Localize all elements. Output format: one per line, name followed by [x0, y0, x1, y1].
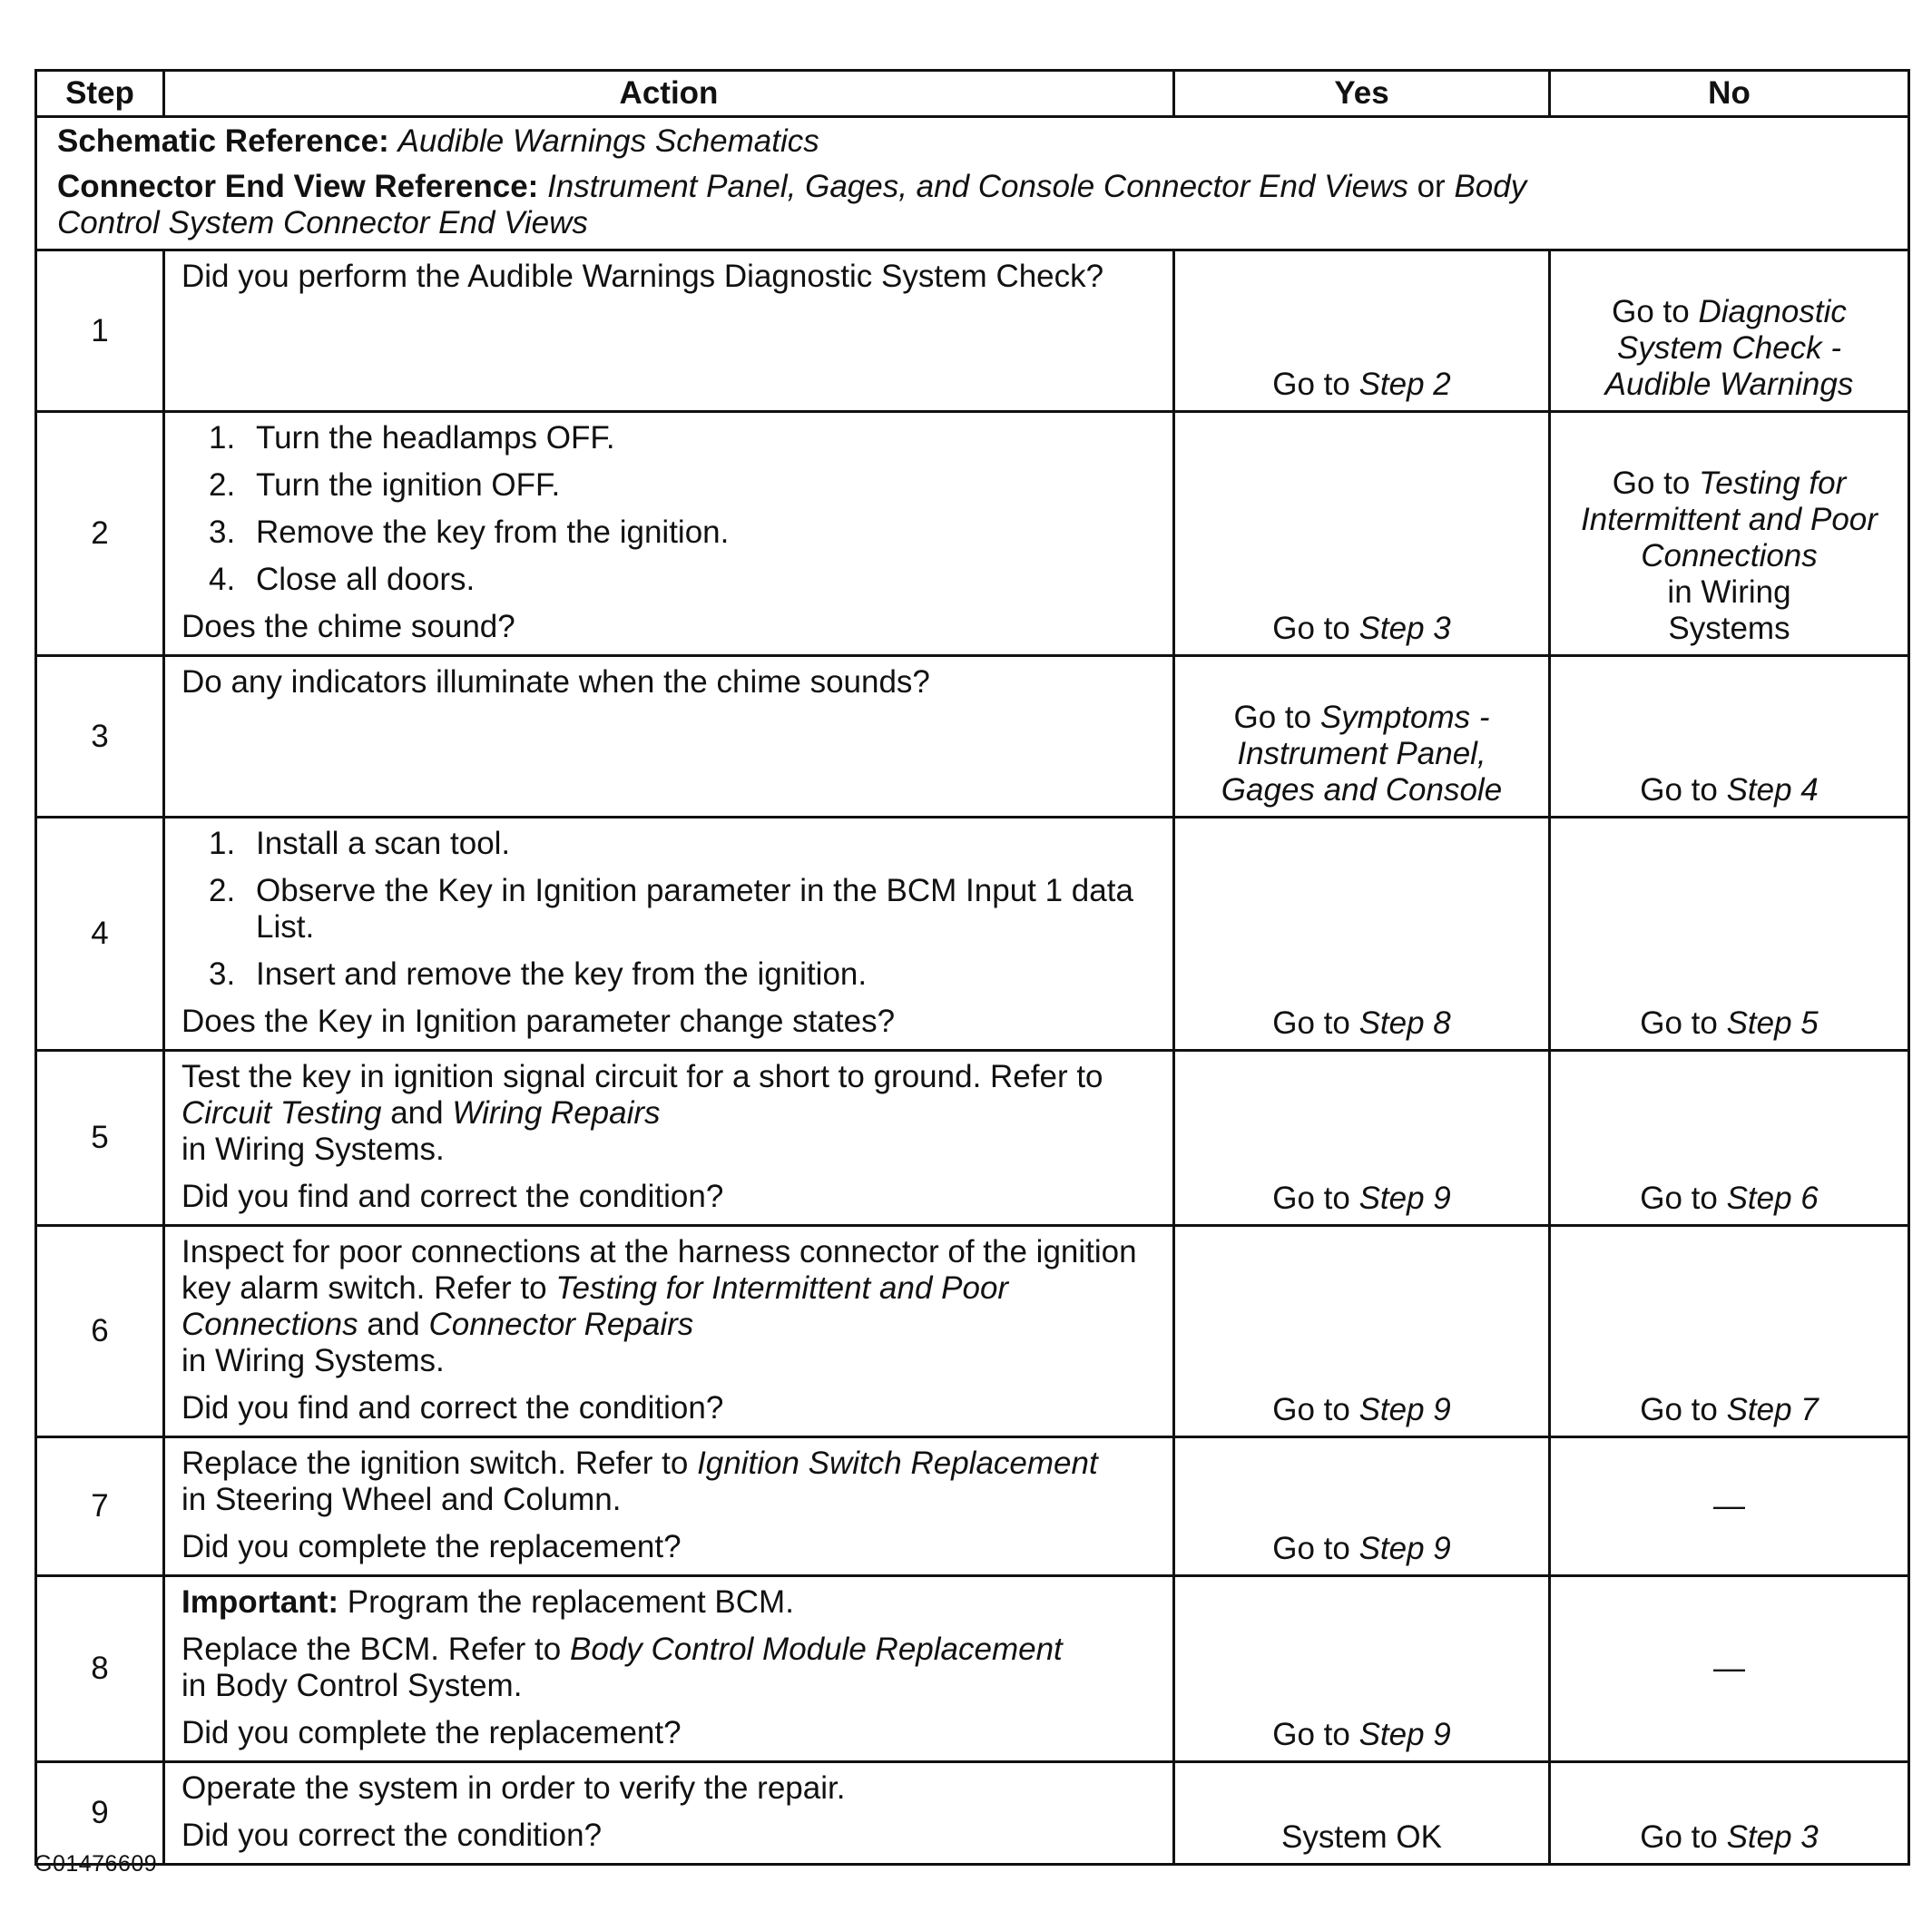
substep-item: [181, 562, 1156, 598]
important-note: [181, 1584, 1156, 1621]
step-action: [164, 1762, 1174, 1865]
substep-text: Observe the Key in Ignition parameter in the BCM Input 1 data List.: [256, 873, 1133, 945]
substep-text: Insert and remove the key from the ignition.: [256, 956, 868, 992]
step-yes: [1174, 412, 1550, 656]
substep-item: [181, 420, 1156, 456]
substep-number: 2.: [209, 873, 236, 908]
step-yes: [1174, 818, 1550, 1051]
step-number: 9: [36, 1762, 164, 1865]
step-action: [164, 250, 1174, 412]
yes-prefix: Go to: [1272, 1392, 1350, 1427]
step-yes: [1174, 656, 1550, 818]
no-link[interactable]: Audible Warnings: [1604, 367, 1854, 402]
substep-item: [181, 956, 1156, 993]
step-row-7: [36, 1437, 1909, 1576]
substep-text: Install a scan tool.: [256, 826, 511, 861]
connector-reference-link-1[interactable]: Instrument Panel, Gages, and Console Connector End Views: [547, 169, 1408, 204]
yes-link[interactable]: Step 9: [1358, 1531, 1451, 1566]
no-prefix: Go to: [1640, 772, 1718, 808]
schematic-reference: [57, 123, 1888, 160]
substep-number: 1.: [209, 826, 236, 861]
step-action: [164, 1576, 1174, 1762]
substep-number: 1.: [209, 420, 236, 456]
instruction-text: in Steering Wheel and Column.: [181, 1482, 622, 1517]
step-number: 2: [36, 412, 164, 656]
step-row-1: [36, 250, 1909, 412]
yes-link[interactable]: Step 9: [1358, 1392, 1451, 1427]
no-prefix: Go to: [1640, 1181, 1718, 1216]
substep-list: [181, 420, 1156, 598]
yes-prefix: Go to: [1272, 1531, 1350, 1566]
substep-number: 4.: [209, 562, 236, 597]
step-row-4: [36, 818, 1909, 1051]
step-yes: [1174, 1226, 1550, 1437]
no-prefix: Go to: [1612, 466, 1691, 501]
step-instruction: [181, 1234, 1156, 1379]
no-link[interactable]: Testing for: [1699, 466, 1847, 501]
step-no: [1550, 818, 1909, 1051]
yes-link[interactable]: Step 9: [1358, 1717, 1451, 1752]
step-question: Did you complete the replacement?: [181, 1715, 682, 1750]
step-instruction: [181, 1632, 1156, 1704]
no-link[interactable]: Step 3: [1726, 1819, 1819, 1855]
no-link[interactable]: Step 7: [1726, 1392, 1819, 1427]
step-instruction: Operate the system in order to verify the repair.: [181, 1770, 846, 1806]
substep-number: 3.: [209, 956, 236, 992]
no-prefix: Go to: [1640, 1392, 1718, 1427]
step-row-8: [36, 1576, 1909, 1762]
instruction-text: Inspect for poor connections at the harness connector of the ignition key alarm switch. Refer to: [181, 1234, 1137, 1306]
diagnostic-table: [34, 69, 1910, 1866]
step-question: Do any indicators illuminate when the chime sounds?: [181, 664, 930, 700]
header-no: No: [1550, 71, 1909, 117]
yes-link[interactable]: Step 8: [1358, 1005, 1451, 1041]
reference-row: [36, 117, 1909, 250]
step-question: Does the Key in Ignition parameter change states?: [181, 1004, 896, 1039]
no-link[interactable]: Diagnostic: [1698, 294, 1847, 329]
yes-prefix: Go to: [1272, 1717, 1350, 1752]
substep-text: Turn the headlamps OFF.: [256, 420, 615, 456]
yes-link[interactable]: Step 2: [1358, 367, 1451, 402]
step-question: Did you find and correct the condition?: [181, 1179, 724, 1214]
yes-link[interactable]: Gages and Console: [1221, 772, 1503, 808]
substep-list: [181, 826, 1156, 993]
no-link[interactable]: Step 4: [1726, 772, 1819, 808]
instruction-text: Replace the ignition switch. Refer to: [181, 1446, 689, 1481]
step-question: Did you find and correct the condition?: [181, 1390, 724, 1426]
step-no: [1550, 250, 1909, 412]
connector-reference-link-2a[interactable]: Body: [1454, 169, 1527, 204]
step-action: [164, 818, 1174, 1051]
step-row-3: [36, 656, 1909, 818]
step-no: —: [1550, 1576, 1909, 1762]
step-row-6: [36, 1226, 1909, 1437]
substep-item: [181, 873, 1156, 946]
step-question: Does the chime sound?: [181, 609, 515, 644]
figure-id: G01476609: [34, 1851, 158, 1877]
yes-link[interactable]: Step 9: [1358, 1181, 1451, 1216]
step-yes: System OK: [1174, 1762, 1550, 1865]
instruction-link[interactable]: Ignition Switch Replacement: [697, 1446, 1098, 1481]
header-action: Action: [164, 71, 1174, 117]
yes-prefix: Go to: [1272, 1005, 1350, 1041]
step-action: [164, 1051, 1174, 1226]
substep-text: Remove the key from the ignition.: [256, 515, 730, 550]
important-label: Important:: [181, 1584, 339, 1620]
instruction-link[interactable]: Circuit Testing: [181, 1095, 382, 1131]
step-no: [1550, 412, 1909, 656]
instruction-link[interactable]: Body Control Module Replacement: [569, 1632, 1063, 1667]
no-link[interactable]: Step 5: [1726, 1005, 1819, 1041]
step-yes: [1174, 1051, 1550, 1226]
step-action: [164, 412, 1174, 656]
no-link[interactable]: System Check -: [1617, 330, 1841, 366]
substep-item: [181, 515, 1156, 551]
step-yes: [1174, 250, 1550, 412]
reference-cell: [36, 117, 1909, 250]
yes-prefix: Go to: [1233, 700, 1312, 735]
header-step: Step: [36, 71, 164, 117]
step-number: 8: [36, 1576, 164, 1762]
instruction-link[interactable]: Wiring Repairs: [452, 1095, 661, 1131]
step-number: 5: [36, 1051, 164, 1226]
step-no: [1550, 1762, 1909, 1865]
yes-prefix: Go to: [1272, 611, 1350, 646]
yes-prefix: Go to: [1272, 1181, 1350, 1216]
step-number: 7: [36, 1437, 164, 1576]
connector-reference-link-2b[interactable]: Control System Connector End Views: [57, 205, 588, 240]
schematic-reference-label: Schematic Reference:: [57, 123, 389, 159]
yes-link[interactable]: Symptoms -: [1319, 700, 1490, 735]
no-prefix: Go to: [1640, 1005, 1718, 1041]
substep-number: 2.: [209, 467, 236, 503]
step-number: 3: [36, 656, 164, 818]
instruction-text: Replace the BCM. Refer to: [181, 1632, 562, 1667]
no-tail: in Wiring: [1667, 574, 1791, 610]
step-question: Did you perform the Audible Warnings Diagnostic System Check?: [181, 259, 1104, 294]
important-text: Program the replacement BCM.: [347, 1584, 794, 1620]
step-row-5: [36, 1051, 1909, 1226]
substep-text: Close all doors.: [256, 562, 476, 597]
instruction-link[interactable]: Connector Repairs: [428, 1307, 694, 1342]
instruction-text: and: [367, 1307, 420, 1342]
schematic-reference-link[interactable]: Audible Warnings Schematics: [397, 123, 819, 159]
header-yes: Yes: [1174, 71, 1550, 117]
step-no: [1550, 656, 1909, 818]
step-number: 4: [36, 818, 164, 1051]
no-prefix: Go to: [1612, 294, 1690, 329]
no-link[interactable]: Connections: [1641, 538, 1818, 573]
yes-link[interactable]: Instrument Panel,: [1237, 736, 1486, 771]
step-row-9: [36, 1762, 1909, 1865]
step-row-2: [36, 412, 1909, 656]
step-number: 6: [36, 1226, 164, 1437]
instruction-text: in Wiring Systems.: [181, 1132, 445, 1167]
step-action: [164, 1437, 1174, 1576]
substep-item: [181, 467, 1156, 504]
connector-reference-label: Connector End View Reference:: [57, 169, 539, 204]
instruction-text: and: [390, 1095, 444, 1131]
step-yes: [1174, 1576, 1550, 1762]
instruction-link[interactable]: Testing for Intermittent and Poor Connections: [181, 1270, 1009, 1342]
no-prefix: Go to: [1640, 1819, 1718, 1855]
step-action: [164, 1226, 1174, 1437]
substep-item: [181, 826, 1156, 862]
header-row: [36, 71, 1909, 117]
instruction-text: Test the key in ignition signal circuit for a short to ground. Refer to: [181, 1059, 1103, 1094]
yes-link[interactable]: Step 3: [1358, 611, 1451, 646]
step-question: Did you complete the replacement?: [181, 1529, 682, 1564]
step-instruction: [181, 1059, 1156, 1168]
step-yes: [1174, 1437, 1550, 1576]
step-action: [164, 656, 1174, 818]
no-link[interactable]: Intermittent and Poor: [1581, 502, 1878, 537]
no-link[interactable]: Step 6: [1726, 1181, 1819, 1216]
substep-number: 3.: [209, 515, 236, 550]
instruction-text: in Body Control System.: [181, 1668, 523, 1703]
no-tail: Systems: [1668, 611, 1790, 646]
step-no: [1550, 1051, 1909, 1226]
step-instruction: [181, 1446, 1156, 1518]
step-number: 1: [36, 250, 164, 412]
connector-reference-or: or: [1417, 169, 1446, 204]
instruction-text: in Wiring Systems.: [181, 1343, 445, 1378]
step-no: [1550, 1226, 1909, 1437]
step-question: Did you correct the condition?: [181, 1818, 603, 1853]
connector-reference: [57, 169, 1888, 241]
substep-text: Turn the ignition OFF.: [256, 467, 561, 503]
yes-prefix: Go to: [1272, 367, 1350, 402]
step-no: —: [1550, 1437, 1909, 1576]
